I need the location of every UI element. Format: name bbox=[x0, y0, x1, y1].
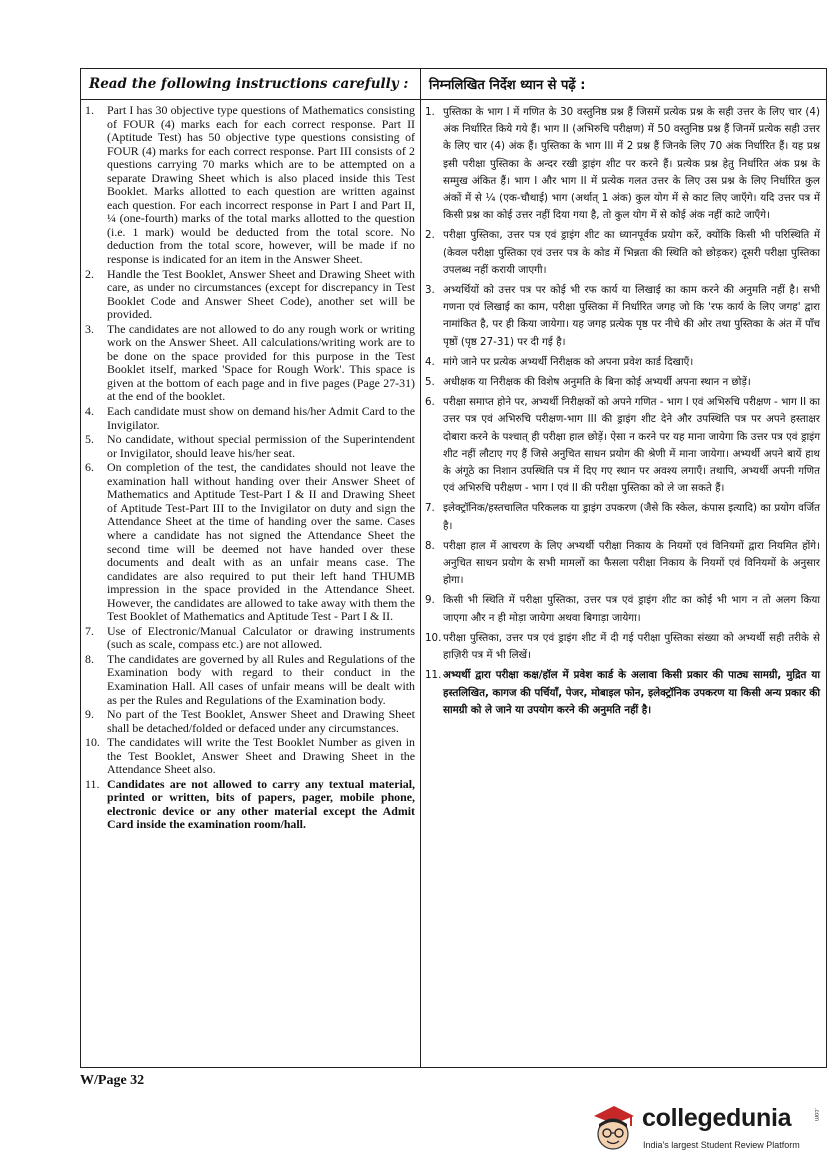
instruction-text: पुस्तिका के भाग I में गणित के 30 वस्तुनिष्ठ प्रश्न हैं जिसमें प्रत्येक प्रश्न के सही उत्तर के लिए चार (4) अंक निर्धारित किये गये हैं। भाग II (अभिरुचि परीक्षण) में 50 वस्तुनिष्ठ प्रश्न हैं जिनमें प्रत्येक सही उत्तर के लिए चार (4) अंक हैं। पुस्तिका के भाग III में 2 प्रश्न हैं जिनके लिए 70 अंक निर्धारित हैं। यह प्रश्न इसी परीक्षा पुस्तिका के अन्दर रखी ड्राइंग शीट पर करने हैं। प्रत्येक प्रश्न हेतु निर्धारित अंक प्रश्न के सम्मुख अंकित हैं। भाग I और भाग II में प्रत्येक गलत उत्तर के लिए उस प्रश्न के लिए निर्धारित कुल अंकों में से ¼ (एक-चौथाई) भाग (अर्थात् 1 अंक) कुल योग में से काट लिए जाएँगे। यदि उत्तर पत्र में किसी प्रश्न का कोई उत्तर नहीं दिया गया है, तो कुल योग में से कोई अंक नहीं काटे जाएँगे। bbox=[443, 106, 820, 222]
list-item: 3. The candidates are not allowed to do any rough work or writing work on the Answer Sheet. All calculations/writing work are to be done on the space provided for this purpose in the Test Booklet itself, marked 'Space for Rough Work'. This space is given at the bottom of each page and in five pages (Page 27-31) at the end of the booklet. bbox=[85, 321, 415, 404]
instruction-text: इलेक्ट्रॉनिक/हस्तचालित परिकलक या ड्राइंग उपकरण (जैसे कि स्केल, कंपास इत्यादि) का प्रयोग वर्जित है। bbox=[443, 502, 820, 532]
list-item: 11. अभ्यर्थी द्वारा परीक्षा कक्ष/हॉल में प्रवेश कार्ड के अलावा किसी प्रकार की पाठ्य सामग्री, मुद्रित या हस्तलिखित, कागज की पर्चियाँ, पेजर, मोबाइल फोन, इलेक्ट्रॉनिक उपकरण या किसी अन्य प्रकार की सामग्री को ले जाने या उपयोग करने की अनुमति नहीं है। bbox=[425, 667, 820, 719]
instruction-text: Handle the Test Booklet, Answer Sheet and Drawing Sheet with care, as under no circumstances (except for discrepancy in Test Booklet Code and Answer Sheet Code), another set will be provided. bbox=[107, 266, 415, 322]
list-item: 2. Handle the Test Booklet, Answer Sheet and Drawing Sheet with care, as under no circumstances (except for discrepancy in Test Booklet Code and Answer Sheet Code), another set will be provided. bbox=[85, 266, 415, 322]
english-heading: Read the following instructions carefully : bbox=[81, 69, 421, 99]
instruction-text: Part I has 30 objective type questions of Mathematics consisting of FOUR (4) marks each for each correct response. Part II (Aptitude Test) has 50 objective type questions consisting of FOUR (4) marks for each correct response. Part III consists of 2 questions carrying 70 marks which are to be attempted on a separate Drawing Sheet which is also placed inside this Test Booklet. Marks allotted to each question are written against each question. For each incorrect response in Part I and Part II, ¼ (one-fourth) marks of the total marks allotted to the question (i.e. 1 mark) would be deducted from the total score. No deduction from the total score, however, will be made if no response is indicated for an item in the Answer Sheet. bbox=[107, 103, 415, 267]
logo-wordmark: collegedunia bbox=[642, 1104, 792, 1132]
instruction-text: Use of Electronic/Manual Calculator or drawing instruments (such as scale, compass etc.) are not allowed. bbox=[107, 623, 415, 652]
list-item: 4. मांगे जाने पर प्रत्येक अभ्यर्थी निरीक्षक को अपना प्रवेश कार्ड दिखाएँ। bbox=[425, 354, 820, 371]
instruction-text: अधीक्षक या निरीक्षक की विशेष अनुमति के बिना कोई अभ्यर्थी अपना स्थान न छोड़ें। bbox=[443, 376, 751, 389]
list-item: 2. परीक्षा पुस्तिका, उत्तर पत्र एवं ड्राइंग शीट का ध्यानपूर्वक प्रयोग करें, क्योंकि किसी भी परिस्थिति में (केवल परीक्षा पुस्तिका एवं उत्तर पत्र के कोड में भिन्नता की स्थिति को छोड़कर) दूसरी परीक्षा पुस्तिका उपलब्ध नहीं करायी जाएगी। bbox=[425, 227, 820, 279]
logo-tagline: India's largest Student Review Platform bbox=[643, 1140, 800, 1150]
page-number: W/Page 32 bbox=[80, 1073, 145, 1088]
instruction-text: The candidates are governed by all Rules and Regulations of the Examination body with regard to their conduct in the Examination Hall. All cases of unfair means will be dealt with as per the Rules and Regulations of the Examination body. bbox=[107, 651, 415, 707]
instruction-text: परीक्षा पुस्तिका, उत्तर पत्र एवं ड्राइंग शीट में दी गई परीक्षा पुस्तिका संख्या को अभ्यर्थी सही तरीके से हाज़िरी पत्र में भी लिखें। bbox=[443, 631, 820, 662]
instruction-text: परीक्षा हाल में आचरण के लिए अभ्यर्थी परीक्षा निकाय के नियमों एवं विनियमों द्वारा नियमित होंगे। अनुचित साधन प्रयोग के सभी मामलों का फैसला परीक्षा निकाय के नियमों एवं विनियमों के अनुसार होगा। bbox=[443, 539, 820, 587]
instruction-text: Each candidate must show on demand his/her Admit Card to the Invigilator. bbox=[107, 404, 415, 432]
list-item: 7. Use of Electronic/Manual Calculator or drawing instruments (such as scale, compass etc.) are not allowed. bbox=[85, 623, 415, 652]
hindi-heading: निम्नलिखित निर्देश ध्यान से पढ़ें : bbox=[429, 78, 586, 93]
instructions-table bbox=[80, 68, 827, 1068]
list-item: 3. अभ्यर्थियों को उत्तर पत्र पर कोई भी रफ कार्य या लिखाई का काम करने की अनुमति नहीं है। सभी गणना एवं लिखाई का काम, परीक्षा पुस्तिका में निर्धारित जगह जो कि 'रफ कार्य के लिए जगह' द्वारा नामांकित है, पर ही किया जायेगा। यह जगह प्रत्येक पृष्ठ पर नीचे की ओर तथा पुस्तिका के अंत में पाँच पृष्ठों (पृष्ठ 27-31) पर दी गई है। bbox=[425, 282, 820, 351]
instruction-text: On completion of the test, the candidates should not leave the examination hall without handing over their Answer Sheet of Mathematics and Aptitude Test-Part I & II and Drawing Sheet of Aptitude Test-Part III to the Invigilator on duty and sign the Attendance Sheet at the time of handing over the same. Cases where a candidate has not signed the Attendance Sheet the second time will be deemed not have handed over these documents and dealt with as an unfair means case. The candidates are also required to put their left hand THUMB impression in the space provided in the Attendance Sheet. However, the candidates are allowed to take away with them the Test Booklet of Mathematics and Aptitude Test - Part I & II. bbox=[107, 460, 415, 624]
list-item: 8. परीक्षा हाल में आचरण के लिए अभ्यर्थी परीक्षा निकाय के नियमों एवं विनियमों द्वारा नियमित होंगे। अनुचित साधन प्रयोग के सभी मामलों का फैसला परीक्षा निकाय के नियमों एवं विनियमों के अनुसार होगा। bbox=[425, 538, 820, 590]
collegedunia-logo[interactable] bbox=[590, 1100, 820, 1162]
instruction-text: No part of the Test Booklet, Answer Sheet and Drawing Sheet shall be detached/folded or defaced under any circumstances. bbox=[107, 707, 415, 735]
table-body bbox=[81, 100, 826, 1067]
hindi-column bbox=[421, 100, 826, 1067]
list-item: 5. No candidate, without special permission of the Superintendent or Invigilator, should leave his/her seat. bbox=[85, 432, 415, 460]
logo-dotcom: .com bbox=[813, 1108, 819, 1122]
instruction-text: The candidates are not allowed to do any rough work or writing work on the Answer Sheet. All calculations/writing work are to be done on the space provided for this purpose in the Test Booklet itself, marked 'Space for Rough Work'. This space is given at the bottom of each page and in five pages (Page 27-31) at the end of the booklet. bbox=[107, 321, 415, 404]
table-header bbox=[81, 69, 826, 100]
list-item: 1. Part I has 30 objective type questions of Mathematics consisting of FOUR (4) marks each for each correct response. Part II (Aptitude Test) has 50 objective type questions consisting of FOUR (4) marks for each correct response. Part III consists of 2 questions carrying 70 marks which are to be attempted on a separate Drawing Sheet which is also placed inside this Test Booklet. Marks allotted to each question are written against each question. For each incorrect response in Part I and Part II, ¼ (one-fourth) marks of the total marks allotted to the question (i.e. 1 mark) would be deducted from the total score. No deduction from the total score, however, will be made if no response is indicated for an item in the Answer Sheet. bbox=[85, 103, 415, 267]
english-column bbox=[81, 100, 421, 1067]
list-item: 10. परीक्षा पुस्तिका, उत्तर पत्र एवं ड्राइंग शीट में दी गई परीक्षा पुस्तिका संख्या को अभ्यर्थी सही तरीके से हाज़िरी पत्र में भी लिखें। bbox=[425, 630, 820, 664]
list-item: 5. अधीक्षक या निरीक्षक की विशेष अनुमति के बिना कोई अभ्यर्थी अपना स्थान न छोड़ें। bbox=[425, 374, 820, 391]
list-item: 4. Each candidate must show on demand his/her Admit Card to the Invigilator. bbox=[85, 404, 415, 432]
list-item: 11. Candidates are not allowed to carry any textual material, printed or written, bits of papers, pager, mobile phone, electronic device or any other material except the Admit Card inside the examination room/hall. bbox=[85, 776, 415, 832]
list-item: 10. The candidates will write the Test Booklet Number as given in the Test Booklet, Answer Sheet and Drawing Sheet in the Attendance Sheet also. bbox=[85, 735, 415, 777]
instruction-text: परीक्षा समाप्त होने पर, अभ्यर्थी निरीक्षकों को अपने गणित - भाग I एवं अभिरुचि परीक्षण - भाग II का उत्तर पत्र एवं अभिरुचि परीक्षण-भाग III की ड्राइंग शीट देने और उपस्थिति पत्र पर अपने हस्ताक्षर दोबारा करने के पश्चात् ही परीक्षा हाल छोड़ें। ऐसा न करने पर यह माना जायेगा कि उत्तर पत्र एवं ड्राइंग शीट नहीं लौटाए गए हैं जिसे अनुचित साधन प्रयोग की श्रेणी में माना जायेगा। अभ्यर्थी अपने बायें हाथ के अंगूठे का निशान उपस्थिति पत्र में दिए गए स्थान पर अवश्य लगाएँ। तथापि, अभ्यर्थी अपनी गणित एवं अभिरुचि परीक्षण - भाग I एवं II की परीक्षा पुस्तिका को ले जा सकते हैं। bbox=[443, 396, 820, 495]
instruction-text: अभ्यर्थियों को उत्तर पत्र पर कोई भी रफ कार्य या लिखाई का काम करने की अनुमति नहीं है। सभी गणना एवं लिखाई का काम, परीक्षा पुस्तिका में निर्धारित जगह जो कि 'रफ कार्य के लिए जगह' द्वारा नामांकित है, पर ही किया जायेगा। यह जगह प्रत्येक पृष्ठ पर नीचे की ओर तथा पुस्तिका के अंत में पाँच पृष्ठों (पृष्ठ 27-31) पर दी गई है। bbox=[443, 284, 820, 348]
instruction-text: किसी भी स्थिति में परीक्षा पुस्तिका, उत्तर पत्र एवं ड्राइंग शीट का कोई भी भाग न तो अलग किया जाएगा और न ही मोड़ा जायेगा अथवा बिगाड़ा जायेगा। bbox=[443, 594, 820, 624]
instruction-text: अभ्यर्थी द्वारा परीक्षा कक्ष/हॉल में प्रवेश कार्ड के अलावा किसी प्रकार की पाठ्य सामग्री, मुद्रित या हस्तलिखित, कागज की पर्चियाँ, पेजर, मोबाइल फोन, इलेक्ट्रॉनिक उपकरण या किसी अन्य प्रकार की सामग्री को ले जाने या उपयोग करने की अनुमति नहीं है। bbox=[443, 669, 820, 716]
list-item: 9. किसी भी स्थिति में परीक्षा पुस्तिका, उत्तर पत्र एवं ड्राइंग शीट का कोई भी भाग न तो अलग किया जाएगा और न ही मोड़ा जायेगा अथवा बिगाड़ा जायेगा। bbox=[425, 592, 820, 626]
instruction-text: The candidates will write the Test Booklet Number as given in the Test Booklet, Answer Sheet and Drawing Sheet in the Attendance Sheet also. bbox=[107, 735, 415, 777]
list-item: 9. No part of the Test Booklet, Answer Sheet and Drawing Sheet shall be detached/folded or defaced under any circumstances. bbox=[85, 707, 415, 735]
list-item: 6. On completion of the test, the candidates should not leave the examination hall without handing over their Answer Sheet of Mathematics and Aptitude Test-Part I & II and Drawing Sheet of Aptitude Test-Part III to the Invigilator on duty and sign the Attendance Sheet at the time of handing over the same. Cases where a candidate has not signed the Attendance Sheet the second time will be deemed not have handed over these documents and dealt with as an unfair means case. The candidates are also required to put their left hand THUMB impression in the space provided in the Attendance Sheet. However, the candidates are allowed to take away with them the Test Booklet of Mathematics and Aptitude Test - Part I & II. bbox=[85, 460, 415, 624]
instruction-text: Candidates are not allowed to carry any textual material, printed or written, bits of papers, pager, mobile phone, electronic device or any other material except the Admit Card inside the examination room/hall. bbox=[107, 776, 415, 832]
list-item: 8. The candidates are governed by all Rules and Regulations of the Examination body with regard to their conduct in the Examination Hall. All cases of unfair means will be dealt with as per the Rules and Regulations of the Examination body. bbox=[85, 651, 415, 707]
english-instruction-list bbox=[85, 104, 415, 832]
instruction-text: मांगे जाने पर प्रत्येक अभ्यर्थी निरीक्षक को अपना प्रवेश कार्ड दिखाएँ। bbox=[443, 355, 694, 368]
student-avatar-icon bbox=[590, 1102, 636, 1154]
list-item: 1. पुस्तिका के भाग I में गणित के 30 वस्तुनिष्ठ प्रश्न हैं जिसमें प्रत्येक प्रश्न के सही उत्तर के लिए चार (4) अंक निर्धारित किये गये हैं। भाग II (अभिरुचि परीक्षण) में 50 वस्तुनिष्ठ प्रश्न हैं जिनमें प्रत्येक सही उत्तर के लिए चार (4) अंक हैं। पुस्तिका के भाग III में 2 प्रश्न हैं जिनके लिए 70 अंक निर्धारित हैं। यह प्रश्न इसी परीक्षा पुस्तिका के अन्दर रखी ड्राइंग शीट पर करने हैं। प्रत्येक प्रश्न हेतु निर्धारित अंक प्रश्न के सम्मुख अंकित हैं। भाग I और भाग II में प्रत्येक गलत उत्तर के लिए उस प्रश्न के लिए निर्धारित कुल अंकों में से ¼ (एक-चौथाई) भाग (अर्थात् 1 अंक) कुल योग में से काट लिए जाएँगे। यदि उत्तर पत्र में किसी प्रश्न का कोई उत्तर नहीं दिया गया है, तो कुल योग में से कोई अंक नहीं काटे जाएँगे। bbox=[425, 104, 820, 224]
list-item: 7. इलेक्ट्रॉनिक/हस्तचालित परिकलक या ड्राइंग उपकरण (जैसे कि स्केल, कंपास इत्यादि) का प्रयोग वर्जित है। bbox=[425, 500, 820, 534]
list-item: 6. परीक्षा समाप्त होने पर, अभ्यर्थी निरीक्षकों को अपने गणित - भाग I एवं अभिरुचि परीक्षण - भाग II का उत्तर पत्र एवं अभिरुचि परीक्षण-भाग III की ड्राइंग शीट देने और उपस्थिति पत्र पर अपने हस्ताक्षर दोबारा करने के पश्चात् ही परीक्षा हाल छोड़ें। ऐसा न करने पर यह माना जायेगा कि उत्तर पत्र एवं ड्राइंग शीट नहीं लौटाए गए हैं जिसे अनुचित साधन प्रयोग की श्रेणी में माना जायेगा। अभ्यर्थी अपने बायें हाथ के अंगूठे का निशान उपस्थिति पत्र में दिए गए स्थान पर अवश्य लगाएँ। तथापि, अभ्यर्थी अपनी गणित एवं अभिरुचि परीक्षण - भाग I एवं II की परीक्षा पुस्तिका को ले जा सकते हैं। bbox=[425, 394, 820, 497]
instruction-text: No candidate, without special permission of the Superintendent or Invigilator, should leave his/her seat. bbox=[107, 432, 415, 460]
instruction-text: परीक्षा पुस्तिका, उत्तर पत्र एवं ड्राइंग शीट का ध्यानपूर्वक प्रयोग करें, क्योंकि किसी भी परिस्थिति में (केवल परीक्षा पुस्तिका एवं उत्तर पत्र के कोड में भिन्नता की स्थिति को छोड़कर) दूसरी परीक्षा पुस्तिका उपलब्ध नहीं करायी जाएगी। bbox=[443, 229, 820, 276]
hindi-instruction-list bbox=[425, 104, 820, 719]
